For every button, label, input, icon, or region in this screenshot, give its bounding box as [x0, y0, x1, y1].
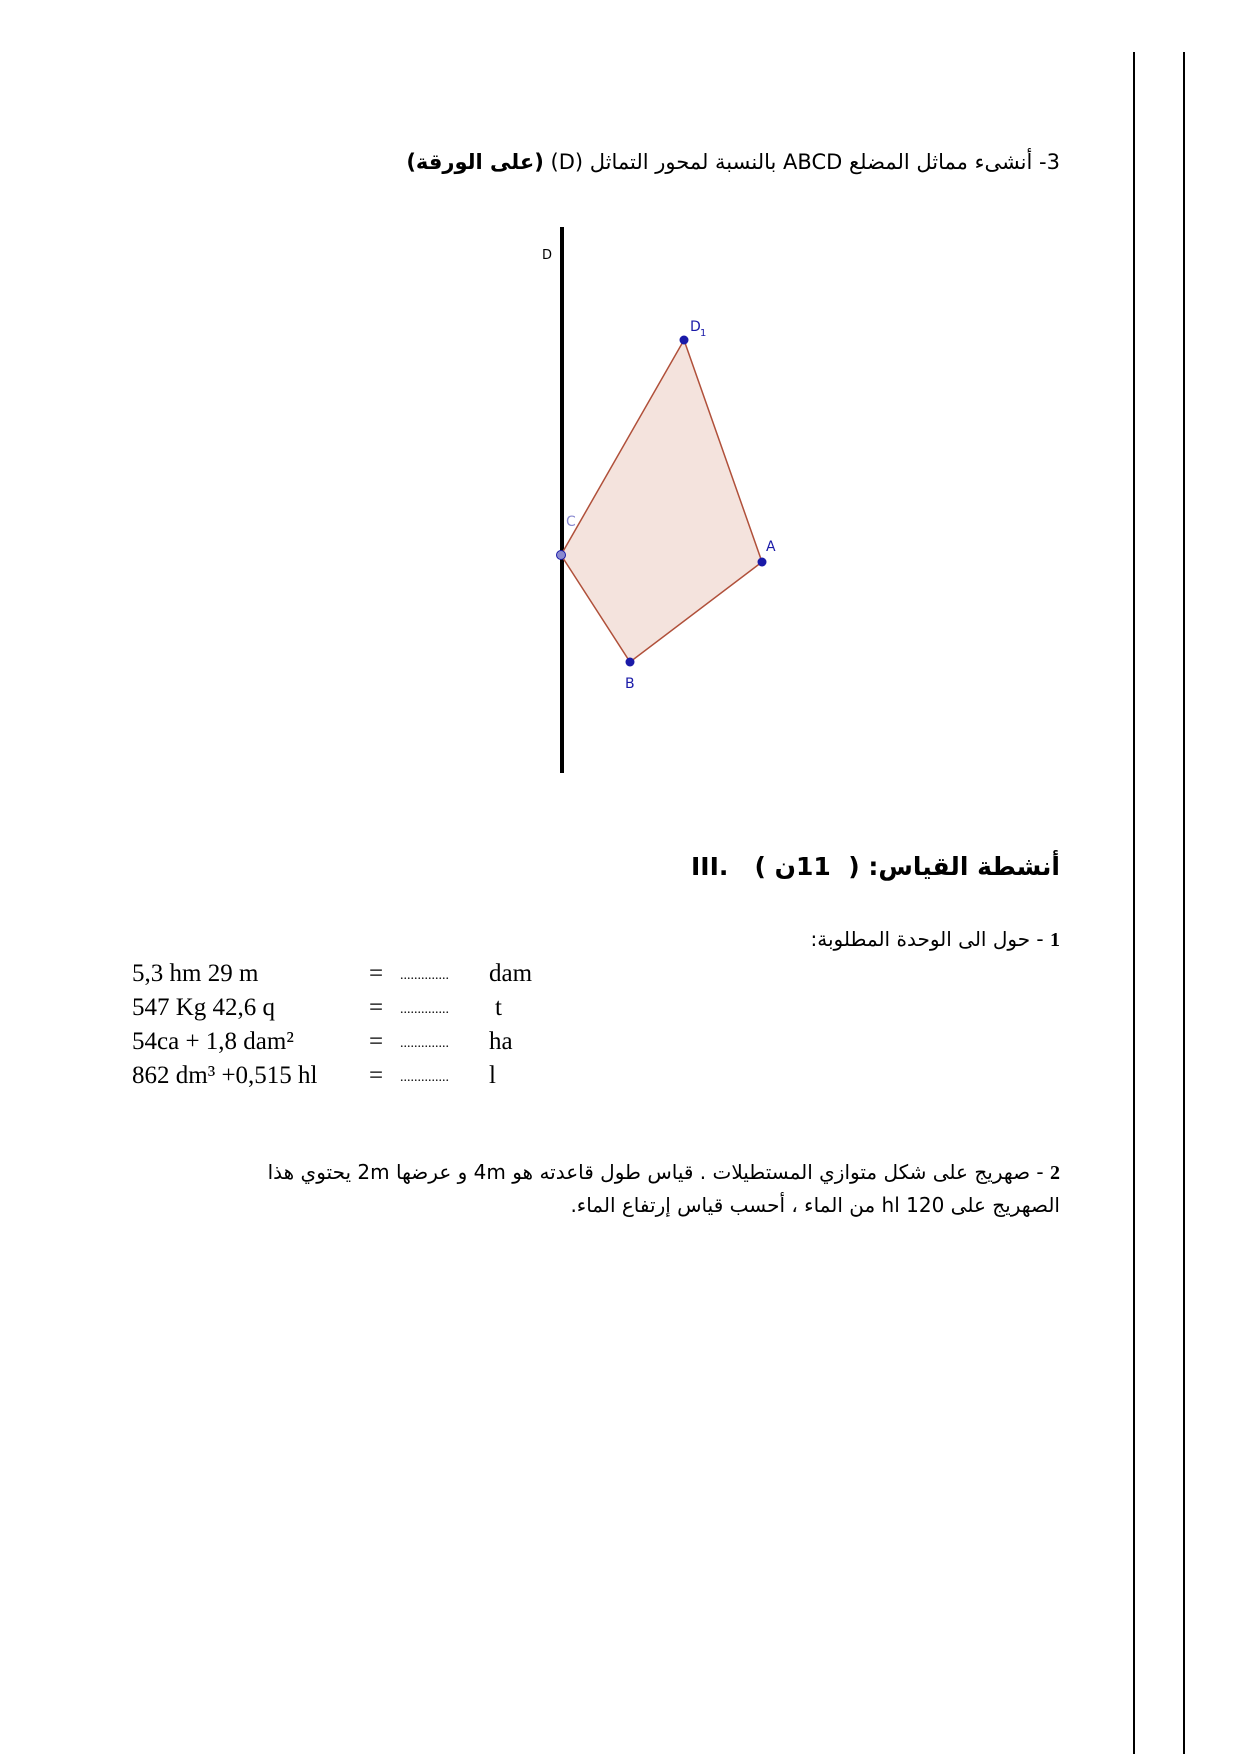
- conversion-blank: ..............: [400, 1070, 449, 1085]
- item-2-line-1: [268, 1160, 1060, 1185]
- polygon-abcd: [561, 340, 762, 662]
- conversion-equals: =: [369, 960, 384, 987]
- section-3-score: 11ن ): [754, 852, 831, 881]
- item-2-text-2: الصهريج على 120 hl من الماء ، أحسب قياس إرتفاع الماء.: [570, 1193, 1060, 1217]
- label-b: B: [625, 676, 635, 692]
- conversion-expression: 5,3 hm 29 m: [132, 960, 259, 987]
- section-3-numeral: III.: [691, 852, 729, 881]
- item-1-text: - حول الى الوحدة المطلوبة:: [810, 927, 1044, 951]
- label-d1: D: [690, 319, 701, 335]
- conversion-unit: dam: [489, 960, 533, 987]
- label-c: C: [566, 514, 576, 530]
- conversion-unit: t: [495, 994, 502, 1021]
- conversion-blank: ..............: [400, 1002, 449, 1017]
- item-1-number: 1: [1050, 929, 1060, 951]
- item-2-text-1: - صهريج على شكل متوازي المستطيلات . قياس طول قاعدته هو 4m و عرضها 2m يحتوي هذا: [267, 1160, 1044, 1184]
- conversion-blank: ..............: [400, 968, 449, 983]
- conversion-equals: =: [369, 1028, 384, 1055]
- item-1: [811, 927, 1060, 952]
- label-a: A: [766, 539, 776, 555]
- margin-line-left: [1133, 52, 1135, 1754]
- axis-label: D: [542, 248, 553, 263]
- conversion-expression: 54ca + 1,8 dam²: [132, 1028, 294, 1055]
- point-a: [758, 558, 767, 567]
- conversion-expression: 547 Kg 42,6 q: [132, 994, 276, 1021]
- conversion-equals: =: [369, 994, 384, 1021]
- conversion-unit: ha: [489, 1028, 513, 1055]
- item-2-number: 2: [1050, 1162, 1060, 1184]
- symmetry-figure: [520, 220, 820, 780]
- point-d1: [680, 336, 689, 345]
- section-3-title: أنشطة القياس: (: [848, 852, 1060, 881]
- point-c: [557, 551, 566, 560]
- conversion-expression: 862 dm³ +0,515 hl: [132, 1062, 318, 1089]
- question-3: [406, 150, 1060, 174]
- item-2-line-2: [570, 1193, 1060, 1217]
- question-3-note: (على الورقة): [406, 150, 544, 174]
- point-b: [626, 658, 635, 667]
- conversion-blank: ..............: [400, 1036, 449, 1051]
- margin-line-right: [1183, 52, 1185, 1754]
- section-3-heading: [691, 852, 1060, 881]
- conversion-unit: l: [489, 1062, 496, 1089]
- conversion-equals: =: [369, 1062, 384, 1089]
- label-d1-subscript: 1: [700, 328, 707, 339]
- question-3-text: - أنشىء مماثل المضلع ABCD بالنسبة لمحور التماثل (D): [550, 150, 1047, 174]
- question-3-number: 3: [1046, 150, 1060, 174]
